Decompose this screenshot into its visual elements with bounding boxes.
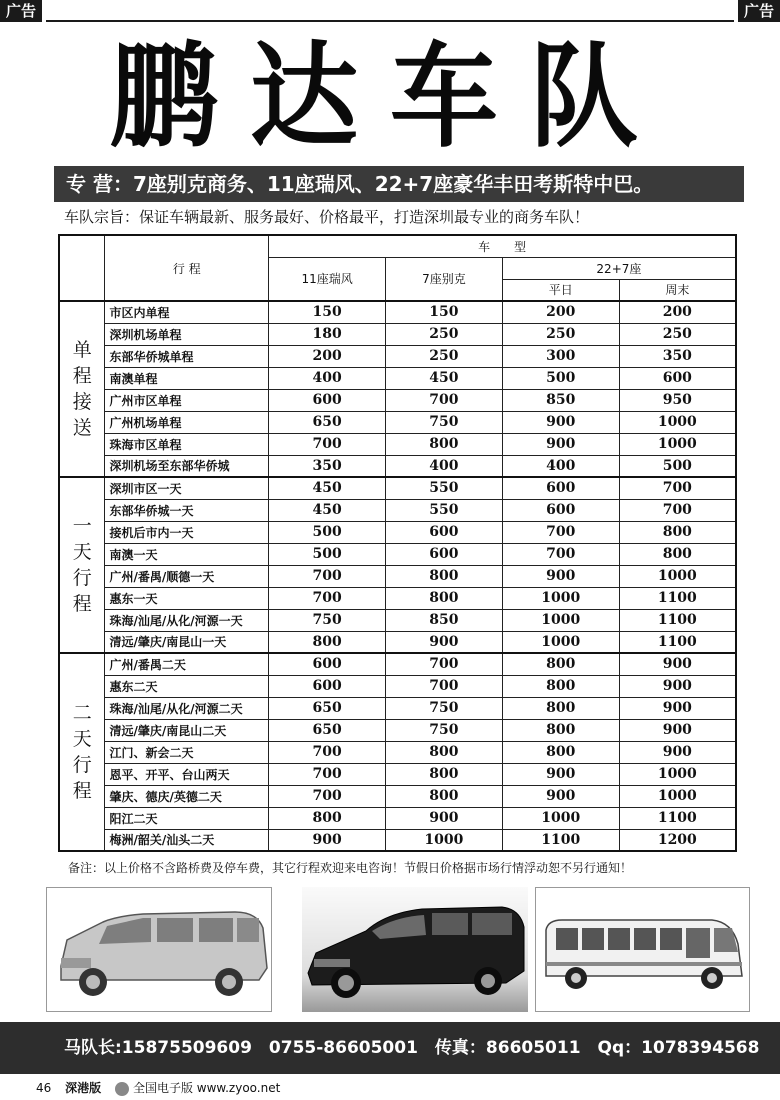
route-cell: 惠东二天 xyxy=(105,675,269,697)
route-cell: 广州机场单程 xyxy=(105,411,269,433)
price-11-cell: 650 xyxy=(269,697,386,719)
price-11-cell: 450 xyxy=(269,477,386,499)
price-7-cell: 800 xyxy=(385,565,502,587)
van-photo-black xyxy=(302,887,528,1012)
table-row xyxy=(59,521,736,543)
group-label: 一天行程 xyxy=(59,477,105,653)
price-11-cell: 700 xyxy=(269,433,386,455)
route-cell: 广州市区单程 xyxy=(105,389,269,411)
site-logo-icon xyxy=(115,1082,129,1096)
price-weekend-cell: 1200 xyxy=(619,829,736,851)
route-cell: 珠海/汕尾/从化/河源一天 xyxy=(105,609,269,631)
route-cell: 珠海市区单程 xyxy=(105,433,269,455)
price-11-cell: 500 xyxy=(269,521,386,543)
price-weekday-cell: 800 xyxy=(502,653,619,675)
black-van-image xyxy=(302,887,528,1012)
price-7-cell: 850 xyxy=(385,609,502,631)
table-row xyxy=(59,785,736,807)
site-text: 全国电子版 www.zyoo.net xyxy=(132,1081,281,1095)
price-weekday-cell: 800 xyxy=(502,741,619,763)
table-row xyxy=(59,345,736,367)
table-row xyxy=(59,565,736,587)
price-11-cell: 180 xyxy=(269,323,386,345)
price-weekday-cell: 800 xyxy=(502,719,619,741)
price-weekday-cell: 500 xyxy=(502,367,619,389)
price-11-cell: 450 xyxy=(269,499,386,521)
price-7-cell: 800 xyxy=(385,433,502,455)
price-7-cell: 550 xyxy=(385,499,502,521)
price-weekday-cell: 1000 xyxy=(502,631,619,653)
table-row xyxy=(59,499,736,521)
price-table-body xyxy=(59,301,736,851)
col-header-7: 7座别克 xyxy=(385,257,502,301)
price-7-cell: 800 xyxy=(385,785,502,807)
contact-banner: 马队长:15875509609 0755-86605001 传真：86605011 Qq：1078394568 xyxy=(0,1022,780,1074)
ad-tag-right: 广告 xyxy=(738,0,780,22)
table-row xyxy=(59,741,736,763)
price-weekend-cell: 500 xyxy=(619,455,736,477)
price-weekday-cell: 900 xyxy=(502,763,619,785)
table-row xyxy=(59,433,736,455)
price-11-cell: 600 xyxy=(269,675,386,697)
page-title: 鹏达车队 xyxy=(109,31,670,164)
price-weekend-cell: 1100 xyxy=(619,631,736,653)
price-weekend-cell: 1100 xyxy=(619,609,736,631)
table-row xyxy=(59,653,736,675)
price-weekday-cell: 600 xyxy=(502,477,619,499)
price-7-cell: 700 xyxy=(385,675,502,697)
price-table xyxy=(58,234,737,852)
route-cell: 南澳一天 xyxy=(105,543,269,565)
price-7-cell: 1000 xyxy=(385,829,502,851)
route-header: 行 程 xyxy=(105,235,269,301)
route-cell: 阳江二天 xyxy=(105,807,269,829)
price-weekday-cell: 700 xyxy=(502,543,619,565)
price-7-cell: 250 xyxy=(385,323,502,345)
route-cell: 肇庆、德庆/英德二天 xyxy=(105,785,269,807)
price-weekday-cell: 800 xyxy=(502,697,619,719)
top-divider xyxy=(46,20,734,22)
table-row xyxy=(59,323,736,345)
site-label xyxy=(115,1081,280,1095)
table-row xyxy=(59,763,736,785)
price-7-cell: 150 xyxy=(385,301,502,323)
price-weekend-cell: 1100 xyxy=(619,587,736,609)
price-7-cell: 750 xyxy=(385,697,502,719)
price-note: 备注：以上价格不含路桥费及停车费，其它行程欢迎来电咨询！节假日价格据市场行情浮动恕不另行通知！ xyxy=(68,861,633,875)
route-cell: 广州/番禺二天 xyxy=(105,653,269,675)
price-11-cell: 800 xyxy=(269,631,386,653)
table-row xyxy=(59,609,736,631)
col-header-weekend: 周末 xyxy=(619,279,736,301)
group-label: 二天行程 xyxy=(59,653,105,851)
route-cell: 清远/肇庆/南昆山二天 xyxy=(105,719,269,741)
price-weekday-cell: 400 xyxy=(502,455,619,477)
price-7-cell: 800 xyxy=(385,763,502,785)
price-weekend-cell: 900 xyxy=(619,741,736,763)
price-11-cell: 600 xyxy=(269,389,386,411)
minibus-photo xyxy=(535,887,750,1012)
price-weekday-cell: 200 xyxy=(502,301,619,323)
route-cell: 梅洲/韶关/汕头二天 xyxy=(105,829,269,851)
price-7-cell: 750 xyxy=(385,411,502,433)
price-weekday-cell: 1100 xyxy=(502,829,619,851)
price-7-cell: 550 xyxy=(385,477,502,499)
price-weekday-cell: 1000 xyxy=(502,807,619,829)
mission-statement: 车队宗旨：保证车辆最新、服务最好、价格最平，打造深圳最专业的商务车队！ xyxy=(64,208,590,226)
price-weekend-cell: 1000 xyxy=(619,763,736,785)
price-weekend-cell: 800 xyxy=(619,521,736,543)
price-7-cell: 250 xyxy=(385,345,502,367)
table-row xyxy=(59,367,736,389)
price-11-cell: 400 xyxy=(269,367,386,389)
price-weekday-cell: 900 xyxy=(502,565,619,587)
price-11-cell: 200 xyxy=(269,345,386,367)
table-row xyxy=(59,631,736,653)
price-weekend-cell: 900 xyxy=(619,697,736,719)
price-weekday-cell: 800 xyxy=(502,675,619,697)
route-cell: 珠海/汕尾/从化/河源二天 xyxy=(105,697,269,719)
table-row xyxy=(59,411,736,433)
price-weekend-cell: 700 xyxy=(619,499,736,521)
price-11-cell: 500 xyxy=(269,543,386,565)
price-11-cell: 800 xyxy=(269,807,386,829)
price-11-cell: 650 xyxy=(269,719,386,741)
price-11-cell: 700 xyxy=(269,565,386,587)
price-weekday-cell: 1000 xyxy=(502,587,619,609)
price-weekend-cell: 1100 xyxy=(619,807,736,829)
price-weekend-cell: 1000 xyxy=(619,411,736,433)
edition-label: 深港版 xyxy=(65,1081,102,1095)
price-weekend-cell: 950 xyxy=(619,389,736,411)
price-weekend-cell: 200 xyxy=(619,301,736,323)
price-weekday-cell: 1000 xyxy=(502,609,619,631)
table-row xyxy=(59,719,736,741)
route-cell: 清远/肇庆/南昆山一天 xyxy=(105,631,269,653)
price-weekday-cell: 300 xyxy=(502,345,619,367)
table-row xyxy=(59,455,736,477)
price-11-cell: 700 xyxy=(269,741,386,763)
price-7-cell: 600 xyxy=(385,521,502,543)
group-header-blank xyxy=(59,235,105,301)
price-7-cell: 400 xyxy=(385,455,502,477)
service-banner: 专 营：7座别克商务、11座瑞风、22+7座豪华丰田考斯特中巴。 xyxy=(54,166,744,202)
price-weekend-cell: 800 xyxy=(619,543,736,565)
route-cell: 广州/番禺/顺德一天 xyxy=(105,565,269,587)
price-weekend-cell: 250 xyxy=(619,323,736,345)
page-number: 46 xyxy=(36,1081,52,1095)
price-11-cell: 900 xyxy=(269,829,386,851)
table-row xyxy=(59,477,736,499)
route-cell: 深圳机场单程 xyxy=(105,323,269,345)
price-7-cell: 600 xyxy=(385,543,502,565)
price-weekend-cell: 1000 xyxy=(619,785,736,807)
price-7-cell: 800 xyxy=(385,741,502,763)
price-weekend-cell: 900 xyxy=(619,719,736,741)
minibus-image xyxy=(536,888,750,1012)
price-11-cell: 650 xyxy=(269,411,386,433)
route-cell: 惠东一天 xyxy=(105,587,269,609)
route-cell: 接机后市内一天 xyxy=(105,521,269,543)
price-weekend-cell: 350 xyxy=(619,345,736,367)
table-row xyxy=(59,587,736,609)
price-7-cell: 750 xyxy=(385,719,502,741)
van-photo-silver xyxy=(46,887,272,1012)
price-weekend-cell: 1000 xyxy=(619,433,736,455)
route-cell: 东部华侨城一天 xyxy=(105,499,269,521)
price-7-cell: 700 xyxy=(385,389,502,411)
price-weekday-cell: 600 xyxy=(502,499,619,521)
price-weekday-cell: 700 xyxy=(502,521,619,543)
price-weekend-cell: 700 xyxy=(619,477,736,499)
table-row xyxy=(59,389,736,411)
table-row xyxy=(59,829,736,851)
route-cell: 南澳单程 xyxy=(105,367,269,389)
price-weekend-cell: 900 xyxy=(619,675,736,697)
price-weekend-cell: 1000 xyxy=(619,565,736,587)
vehicle-header: 车 型 xyxy=(269,235,736,257)
route-cell: 恩平、开平、台山两天 xyxy=(105,763,269,785)
price-7-cell: 800 xyxy=(385,587,502,609)
table-row xyxy=(59,543,736,565)
price-weekend-cell: 900 xyxy=(619,653,736,675)
price-weekend-cell: 600 xyxy=(619,367,736,389)
route-cell: 市区内单程 xyxy=(105,301,269,323)
price-weekday-cell: 250 xyxy=(502,323,619,345)
price-11-cell: 750 xyxy=(269,609,386,631)
price-11-cell: 600 xyxy=(269,653,386,675)
group-label: 单程接送 xyxy=(59,301,105,477)
price-7-cell: 900 xyxy=(385,631,502,653)
table-row xyxy=(59,807,736,829)
table-row xyxy=(59,697,736,719)
price-7-cell: 450 xyxy=(385,367,502,389)
table-row xyxy=(59,301,736,323)
price-weekday-cell: 900 xyxy=(502,433,619,455)
route-cell: 东部华侨城单程 xyxy=(105,345,269,367)
price-11-cell: 350 xyxy=(269,455,386,477)
price-weekday-cell: 850 xyxy=(502,389,619,411)
route-cell: 深圳市区一天 xyxy=(105,477,269,499)
price-weekday-cell: 900 xyxy=(502,785,619,807)
col-header-weekday: 平日 xyxy=(502,279,619,301)
price-7-cell: 900 xyxy=(385,807,502,829)
silver-van-image xyxy=(47,888,272,1012)
page-footer xyxy=(36,1080,290,1096)
col-header-11: 11座瑞风 xyxy=(269,257,386,301)
price-11-cell: 150 xyxy=(269,301,386,323)
table-row xyxy=(59,675,736,697)
price-weekday-cell: 900 xyxy=(502,411,619,433)
col-header-22: 22+7座 xyxy=(502,257,736,279)
route-cell: 深圳机场至东部华侨城 xyxy=(105,455,269,477)
price-7-cell: 700 xyxy=(385,653,502,675)
price-11-cell: 700 xyxy=(269,763,386,785)
ad-tag-left: 广告 xyxy=(0,0,42,22)
route-cell: 江门、新会二天 xyxy=(105,741,269,763)
price-11-cell: 700 xyxy=(269,785,386,807)
price-11-cell: 700 xyxy=(269,587,386,609)
